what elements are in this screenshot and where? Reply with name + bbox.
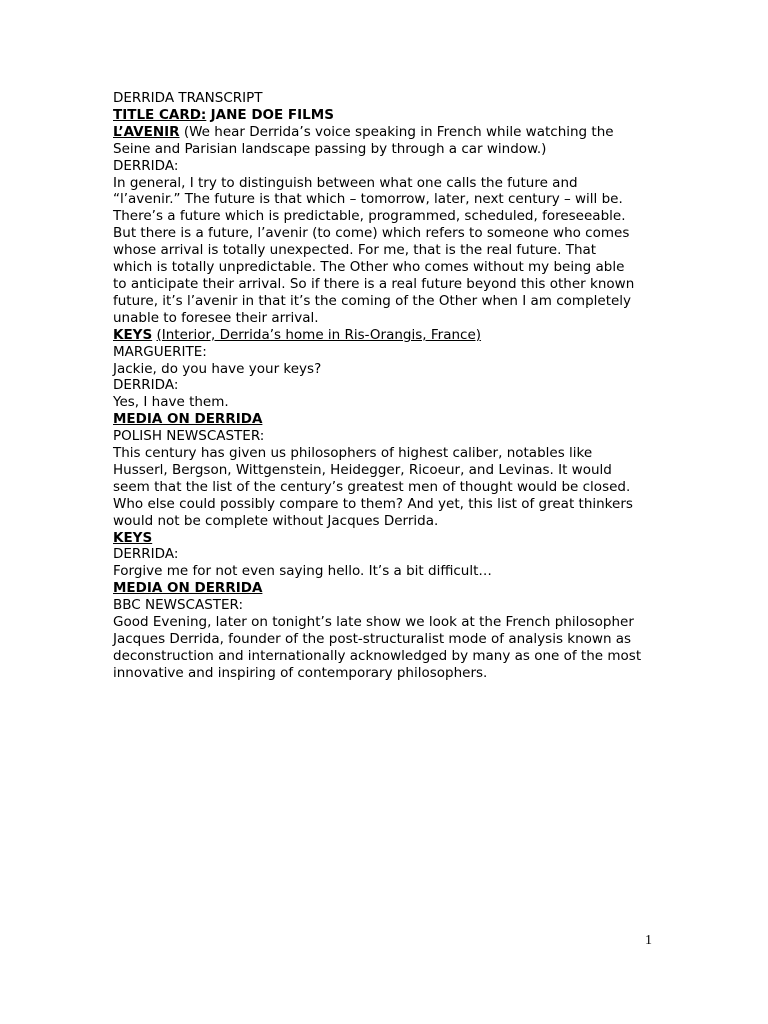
speaker-label: BBC NEWSCASTER: xyxy=(113,597,244,614)
speaker-label: POLISH NEWSCASTER: xyxy=(113,428,265,445)
dialogue-line: future, it’s l’avenir in that it’s the coming of the Other when I am completely xyxy=(113,292,632,309)
dialogue-line: innovative and inspiring of contemporary philosophers. xyxy=(113,664,488,681)
dialogue-line: This century has given us philosophers of highest caliber, notables like xyxy=(113,445,593,462)
lavenir-heading-line xyxy=(113,124,668,141)
dialogue-line: unable to foresee their arrival. xyxy=(113,309,319,326)
transcript-page xyxy=(113,90,668,682)
keys-heading: KEYS xyxy=(113,529,153,546)
media-heading: MEDIA ON DERRIDA xyxy=(113,411,263,428)
keys-note: (Interior, Derrida’s home in Ris-Orangis, France) xyxy=(156,326,482,343)
page-number: 1 xyxy=(645,933,652,948)
dialogue-line: to anticipate their arrival. So if there is a real future beyond this other known xyxy=(113,275,635,292)
dialogue-line: But there is a future, l’avenir (to come) which refers to someone who comes xyxy=(113,225,630,242)
dialogue-line: Who else could possibly compare to them? And yet, this list of great thinkers xyxy=(113,495,633,512)
dialogue-line: There’s a future which is predictable, programmed, scheduled, foreseeable. xyxy=(113,208,626,225)
dialogue-line: Forgive me for not even saying hello. It’s a bit difficult… xyxy=(113,563,492,580)
dialogue-line: would not be complete without Jacques Derrida. xyxy=(113,512,439,529)
title-card-value: JANE DOE FILMS xyxy=(210,106,334,123)
dialogue-line: which is totally unpredictable. The Other who comes without my being able xyxy=(113,259,625,276)
dialogue-line: deconstruction and internationally acknowledged by many as one of the most xyxy=(113,647,642,664)
speaker-label: MARGUERITE: xyxy=(113,343,207,360)
dialogue-line: Yes, I have them. xyxy=(113,394,229,411)
dialogue-line: Jacques Derrida, founder of the post-structuralist mode of analysis known as xyxy=(113,631,632,647)
speaker-label: DERRIDA: xyxy=(113,157,179,174)
speaker-label: DERRIDA: xyxy=(113,546,179,563)
dialogue-line: seem that the list of the century’s greatest men of thought would be closed. xyxy=(113,478,631,495)
dialogue-line: whose arrival is totally unexpected. For me, that is the real future. That xyxy=(113,242,597,259)
title-card-label: TITLE CARD: xyxy=(113,106,207,123)
lavenir-note-2: Seine and Parisian landscape passing by through a car window.) xyxy=(113,140,547,157)
keys-heading: KEYS xyxy=(113,326,153,343)
media-heading: MEDIA ON DERRIDA xyxy=(113,580,263,597)
speaker-label: DERRIDA: xyxy=(113,377,179,394)
dialogue-line: Husserl, Bergson, Wittgenstein, Heidegger, Ricoeur, and Levinas. It would xyxy=(113,461,612,478)
lavenir-heading: L’AVENIR xyxy=(113,123,180,140)
dialogue-line: “l’avenir.” The future is that which – tomorrow, later, next century – will be. xyxy=(113,191,623,208)
dialogue-line: Jackie, do you have your keys? xyxy=(113,360,322,377)
lavenir-note-1: (We hear Derrida’s voice speaking in French while watching the xyxy=(183,123,614,140)
dialogue-line: Good Evening, later on tonight’s late show we look at the French philosopher xyxy=(113,614,634,631)
dialogue-line: In general, I try to distinguish between what one calls the future and xyxy=(113,174,578,191)
title-card-line xyxy=(113,107,668,124)
document-title: DERRIDA TRANSCRIPT xyxy=(113,90,263,106)
keys-heading-line xyxy=(113,327,668,344)
